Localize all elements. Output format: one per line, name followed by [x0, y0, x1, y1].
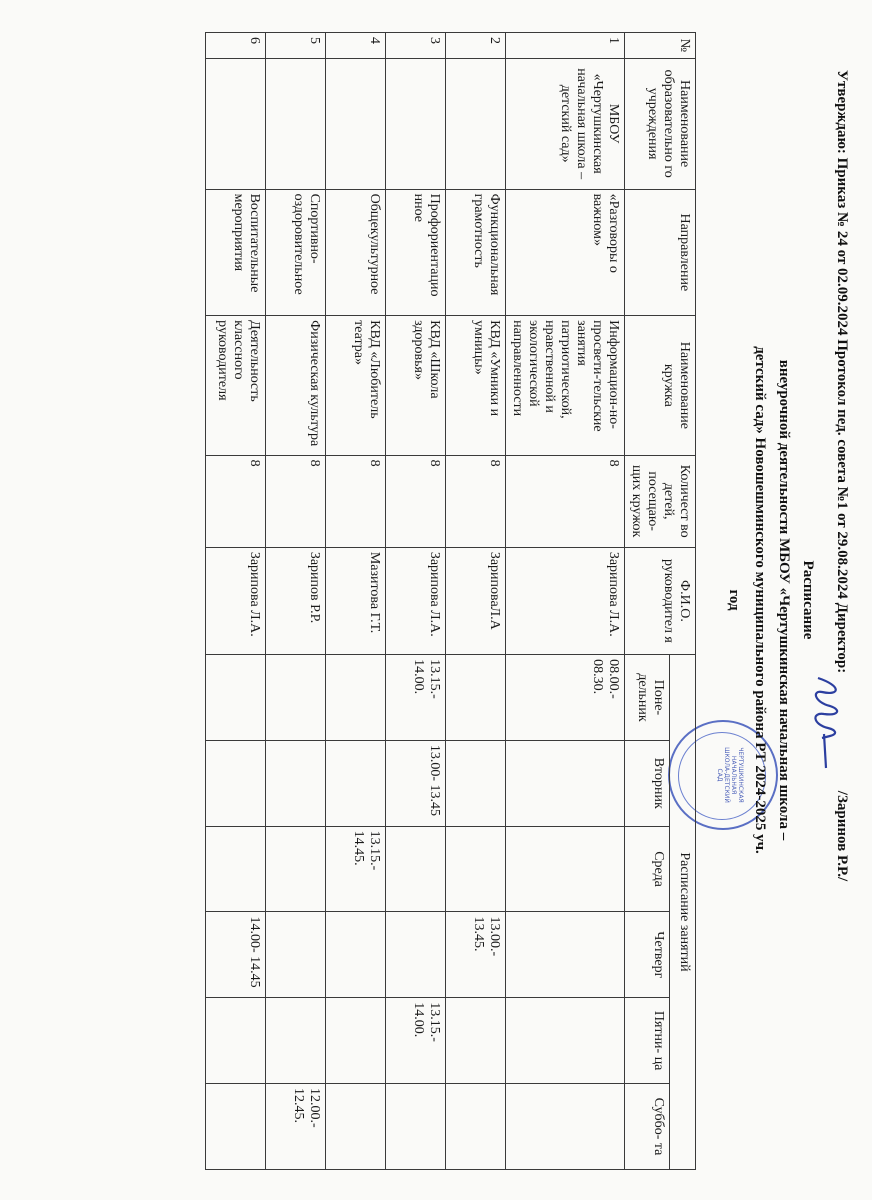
- director-name: /Заринов Р.Р./: [834, 790, 850, 882]
- cell-day-sat: [386, 1084, 446, 1170]
- cell-day-mon: [326, 655, 386, 741]
- table-row: [446, 33, 506, 1170]
- cell-num: 2: [446, 33, 506, 59]
- day-header-tue: Вторник: [625, 740, 670, 826]
- cell-count: 8: [446, 455, 506, 547]
- cell-fio: Зарипова Л.А.: [206, 547, 266, 654]
- cell-fio: Зарипов Р.Р.: [266, 547, 326, 654]
- cell-day-tue: [506, 740, 625, 826]
- cell-day-thu: [506, 912, 625, 998]
- cell-day-fri: 13.15.- 14.00.: [386, 998, 446, 1084]
- cell-direction: Воспитательные мероприятия: [206, 189, 266, 316]
- day-header-sat: Суббо- та: [625, 1084, 670, 1170]
- cell-day-thu: [326, 912, 386, 998]
- cell-count: 8: [326, 455, 386, 547]
- cell-day-tue: [326, 740, 386, 826]
- cell-fio: ЗариповаЛ.А: [446, 547, 506, 654]
- col-header-club: Наименование кружка: [625, 316, 696, 455]
- cell-count: 8: [266, 455, 326, 547]
- cell-fio: Зарипова Л.А.: [506, 547, 625, 654]
- cell-day-fri: [506, 998, 625, 1084]
- cell-count: 8: [206, 455, 266, 547]
- cell-num: 3: [386, 33, 446, 59]
- schedule-table: [205, 32, 696, 1170]
- document-title: Расписание: [800, 560, 816, 640]
- approval-text: Утверждаю: Приказ № 24 от 02.09.2024 Протокол пед. совета №1 от 29.08.2024 Директор:: [834, 70, 850, 674]
- col-header-schedule: Расписание занятий: [669, 655, 695, 1170]
- col-header-fio: Ф.И.О. руководител я: [625, 547, 696, 654]
- cell-num: 5: [266, 33, 326, 59]
- cell-day-wed: [206, 826, 266, 912]
- cell-day-tue: 13.00- 13.45: [386, 740, 446, 826]
- table-row: [506, 33, 625, 1170]
- cell-club: КВД «Школа здоровья»: [386, 316, 446, 455]
- cell-day-wed: [506, 826, 625, 912]
- cell-day-wed: [266, 826, 326, 912]
- day-header-wed: Среда: [625, 826, 670, 912]
- cell-day-mon: 08.00.- 08.30.: [506, 655, 625, 741]
- cell-club: КВД «Умники и умницы»: [446, 316, 506, 455]
- cell-day-fri: [326, 998, 386, 1084]
- cell-day-thu: [386, 912, 446, 998]
- cell-org: [206, 58, 266, 189]
- cell-day-sat: [446, 1084, 506, 1170]
- cell-num: 4: [326, 33, 386, 59]
- table-row: [386, 33, 446, 1170]
- cell-day-mon: 13.15.- 14.00.: [386, 655, 446, 741]
- stamp-center-text: ЧЕРТУШКИНСКАЯ НАЧАЛЬНАЯ ШКОЛА-ДЕТСКИЙ САД: [716, 747, 744, 803]
- cell-day-tue: [266, 740, 326, 826]
- cell-direction: «Разговоры о важном»: [506, 189, 625, 316]
- cell-day-mon: [446, 655, 506, 741]
- cell-day-sat: [506, 1084, 625, 1170]
- cell-day-fri: [266, 998, 326, 1084]
- cell-fio: Зарипова Л.А.: [386, 547, 446, 654]
- cell-fio: Мазитова Г.Т.: [326, 547, 386, 654]
- col-header-num: №: [625, 33, 696, 59]
- cell-num: 1: [506, 33, 625, 59]
- subtitle-line-1: внеурочной деятельности МБОУ «Чертушкинская начальная школа –: [776, 359, 792, 841]
- cell-direction: Профориентацио нное: [386, 189, 446, 316]
- table-row: [206, 33, 266, 1170]
- subtitle-line-2: детский сад» Новошешминского муниципального района РТ 2024-2025 уч.: [752, 346, 768, 854]
- cell-direction: Функциональная грамотность: [446, 189, 506, 316]
- cell-org: [446, 58, 506, 189]
- cell-day-mon: [206, 655, 266, 741]
- cell-day-wed: [446, 826, 506, 912]
- col-header-count: Количест во детей, посещаю- щих кружок: [625, 455, 696, 547]
- header-row-1: [669, 33, 695, 1170]
- cell-club: КВД «Любитель театра»: [326, 316, 386, 455]
- cell-day-fri: [446, 998, 506, 1084]
- table-row: [326, 33, 386, 1170]
- cell-day-thu: 13.00.- 13.45.: [446, 912, 506, 998]
- col-header-org: Наименование образовательно го учреждения: [625, 58, 696, 189]
- day-header-mon: Поне- дельник: [625, 655, 670, 741]
- cell-club: Деятельность классного руководителя: [206, 316, 266, 455]
- table-row: [266, 33, 326, 1170]
- day-header-thu: Четверг: [625, 912, 670, 998]
- cell-day-mon: [266, 655, 326, 741]
- cell-day-tue: [446, 740, 506, 826]
- day-header-fri: Пятни- ца: [625, 998, 670, 1084]
- cell-day-fri: [206, 998, 266, 1084]
- cell-day-wed: [386, 826, 446, 912]
- cell-day-thu: 14.00- 14.45: [206, 912, 266, 998]
- cell-day-thu: [266, 912, 326, 998]
- cell-club: Физическая культура: [266, 316, 326, 455]
- cell-direction: Спортивно- оздоровительное: [266, 189, 326, 316]
- cell-count: 8: [386, 455, 446, 547]
- cell-count: 8: [506, 455, 625, 547]
- cell-num: 6: [206, 33, 266, 59]
- subtitle-line-3: год: [726, 589, 742, 611]
- cell-org: МБОУ «Чертушкинская начальная школа – детский сад»: [506, 58, 625, 189]
- cell-day-tue: [206, 740, 266, 826]
- cell-org: [326, 58, 386, 189]
- cell-club: Информацион-но-просвети-тельские занятия патриотической, нравственной и экологической направленности: [506, 316, 625, 455]
- col-header-direction: Направление: [625, 189, 696, 316]
- cell-org: [386, 58, 446, 189]
- cell-day-wed: 13.15.- 14.45.: [326, 826, 386, 912]
- cell-org: [266, 58, 326, 189]
- cell-day-sat: [206, 1084, 266, 1170]
- cell-direction: Общекультурное: [326, 189, 386, 316]
- cell-day-sat: 12.00.- 12.45.: [266, 1084, 326, 1170]
- cell-day-sat: [326, 1084, 386, 1170]
